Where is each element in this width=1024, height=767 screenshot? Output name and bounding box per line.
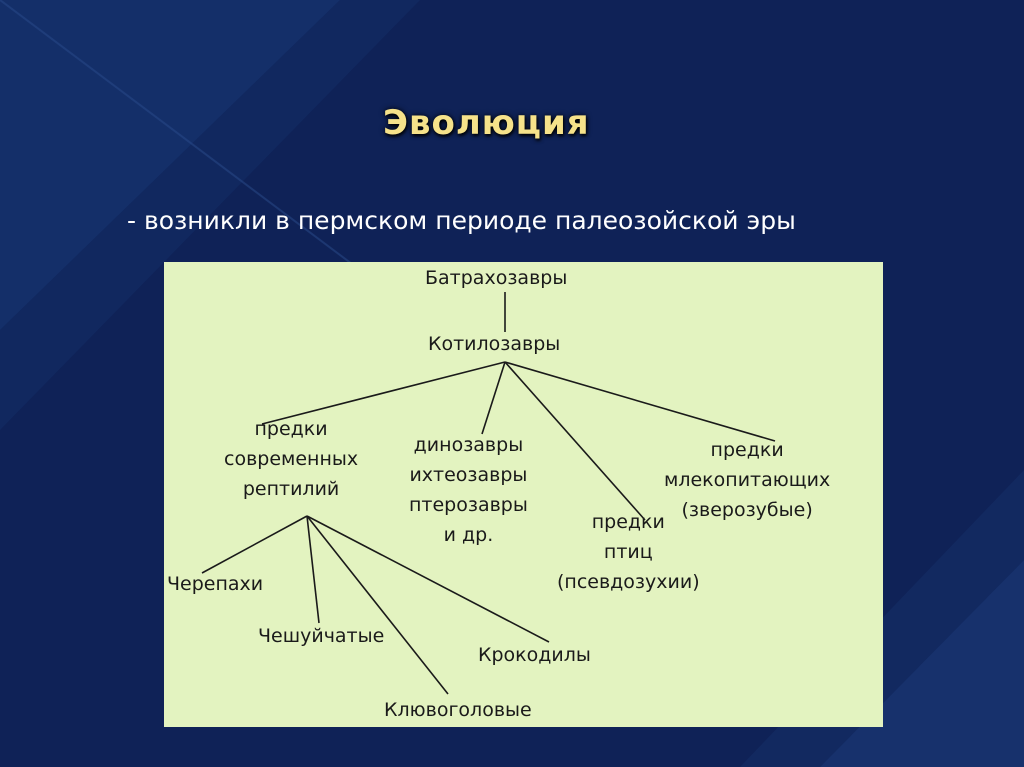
connector-reptiles-turtles xyxy=(202,516,307,573)
slide-title: Эволюция xyxy=(383,103,590,143)
node-cotylosaurs: Котилозавры xyxy=(428,333,561,355)
node-squamates: Чешуйчатые xyxy=(258,625,385,647)
slide-subtitle: - возникли в пермском периоде палеозойской эры xyxy=(127,206,796,235)
node-reptile-ancestors: предки современных рептилий xyxy=(224,418,359,500)
node-turtles: Черепахи xyxy=(167,573,264,595)
node-dinosaurs: динозавры ихтеозавры птерозавры и др. xyxy=(409,434,528,546)
node-crocodiles: Крокодилы xyxy=(478,644,591,666)
connector-reptiles-squamates xyxy=(307,516,319,623)
connector-cotylosaurs-dinosaurs xyxy=(482,362,505,434)
evolution-diagram xyxy=(164,262,883,727)
node-mammal-ancestors: предки млекопитающих (зверозубые) xyxy=(664,439,831,521)
node-bird-ancestors: предки птиц (псевдозухии) xyxy=(557,511,700,593)
node-batrachosaurs: Батрахозавры xyxy=(425,267,568,289)
connector-cotylosaurs-mammals xyxy=(505,362,775,441)
node-rhynchocephalians: Клювоголовые xyxy=(384,699,532,721)
